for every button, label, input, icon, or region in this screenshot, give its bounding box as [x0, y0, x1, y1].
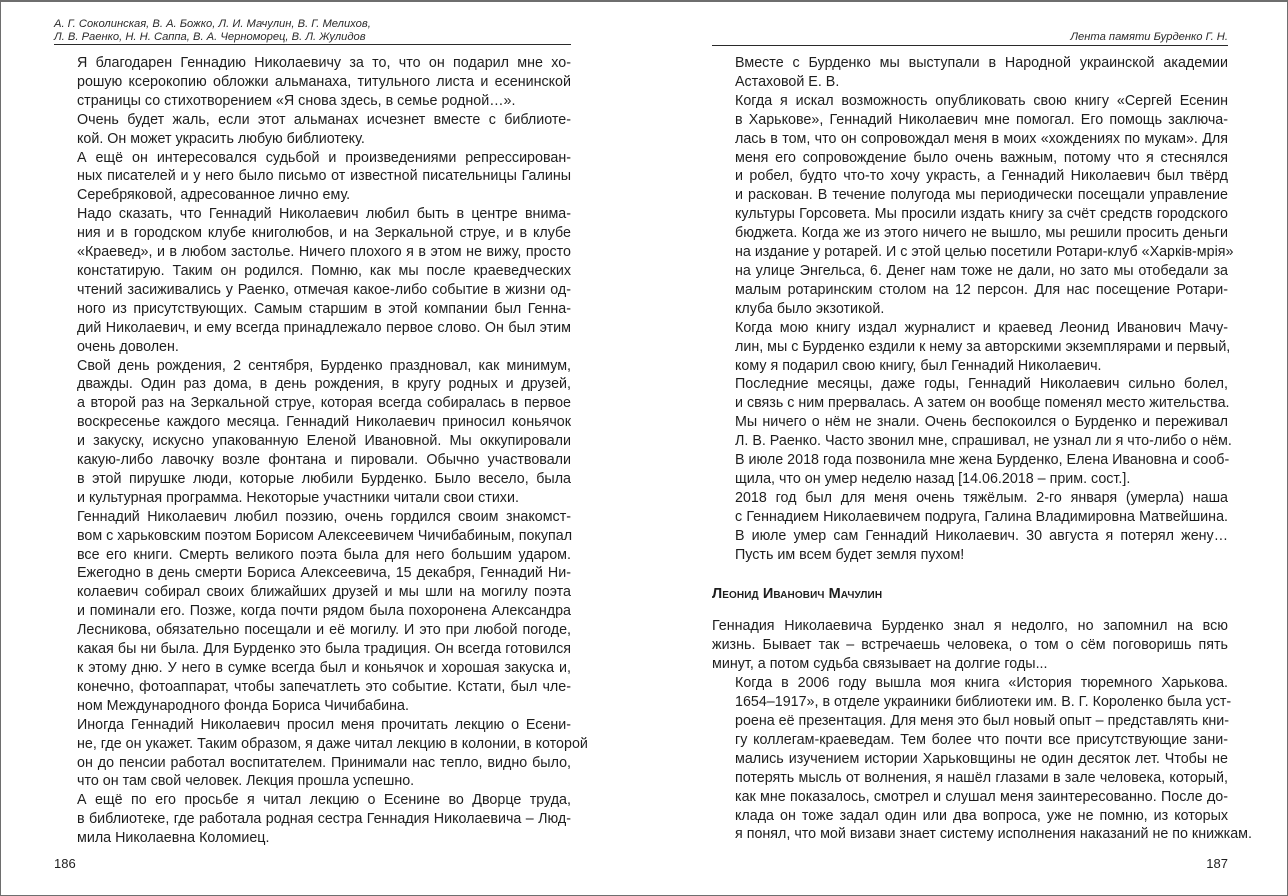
text-line: очень доволен. [77, 338, 179, 355]
text-line: роена её презентация. Для меня это был новый опыт – представлять кни- [735, 713, 1229, 729]
text-line: с Геннадием Николаевичем подруга, Галина Владимировна Матвейшина. [735, 508, 1228, 525]
paragraph [54, 111, 571, 149]
text-line: а второй раз на Зеркальной струе, которая всегда собиралась в первое [77, 395, 571, 412]
text-line: Астаховой Е. В. [735, 73, 840, 90]
text-line: А ещё по его просьбе я читал лекцию о Есенине во Дворце труда, [77, 792, 571, 809]
running-head-line-1: А. Г. Соколинская, В. А. Божко, Л. И. Мачулин, В. Г. Мелихов, [54, 18, 371, 30]
paragraph [712, 674, 1252, 844]
text-line: чтений засиживались у Раенко, отмечая какое-либо событие в жизни од- [77, 281, 571, 298]
text-line: дий Николаевич, и ему всегда принадлежало первое слово. Он был этим [77, 319, 571, 336]
page-number: 187 [1206, 856, 1228, 871]
text-line: Надо сказать, что Геннадий Николаевич любил быть в центре внима- [77, 206, 571, 223]
text-line: в библиотеке, где работала родная сестра Геннадия Николаевича – Люд- [77, 811, 571, 828]
text-line: к этому дню. У него в сумке всегда был и коньячок и хорошая закуска и, [77, 660, 571, 676]
text-line: констатирую. Таким он родился. Помню, как мы после краеведческих [77, 262, 571, 279]
right-body-text [712, 54, 1252, 844]
text-line: как мне показалось, смотрел и слушал меня заинтересованно. После до- [735, 788, 1228, 805]
text-line: что он там свой человек. Лекция прошла успешно. [77, 773, 415, 790]
text-line: он до пенсии работал воспитателем. Принимали нас тепло, видно было, [77, 754, 571, 771]
text-line: Ежегодно в день смерти Бориса Алексеевича, 15 декабря, Геннадий Ни- [77, 565, 571, 582]
text-line: Когда мою книгу издал журналист и краевед Леонид Иванович Мачу- [735, 319, 1228, 336]
right-page [712, 2, 1252, 895]
text-line: ния и в городском клубе книголюбов, и на Зеркальной струе, и в клубе [77, 225, 571, 242]
left-page [54, 2, 588, 895]
text-line: А ещё он интересовался судьбой и произведениями репрессирован- [77, 149, 571, 166]
text-line: Серебряковой, адресованное лично ему. [77, 187, 351, 204]
text-line: Вместе с Бурденко мы выступали в Народной украинской академии [735, 55, 1228, 71]
paragraph [54, 791, 571, 848]
paragraph [54, 357, 571, 508]
page-number: 186 [54, 856, 76, 871]
text-line: какая бы ни была. Для Бурденко это была традиция. Он всегда готовился [77, 641, 571, 658]
text-line: Когда в 2006 году вышла моя книга «История тюремного Харькова. [735, 675, 1228, 692]
text-line: кому я подарил свою книгу, был Геннадий Николаевич. [735, 357, 1102, 374]
text-line: на улице Энгельса, 6. Денег нам тоже не дали, но зато мы отобедали за [735, 262, 1228, 279]
paragraph [54, 54, 571, 111]
section-heading: Леонид Иванович Мачулин [712, 586, 883, 603]
text-line: Мы ничего о нём не знали. Очень беспокоился о Бурденко и переживал [735, 414, 1228, 431]
paragraph [54, 508, 571, 716]
text-line: страницы со стихотворением «Я снова здесь, в семье родной…». [77, 92, 516, 109]
text-line: и робел, будто что-то хочу украсть, а Геннадий Николаевич был твёрд [735, 168, 1228, 185]
text-line: мила Николаевна Коломиец. [77, 830, 270, 847]
text-line: ного из присутствующих. Самым старшим в этой компании был Генна- [77, 300, 571, 317]
text-line: Последние месяцы, даже годы, Геннадий Николаевич сильно болел, [735, 376, 1228, 393]
text-line: Я благодарен Геннадию Николаевичу за то, что он подарил мне хо- [77, 55, 571, 71]
text-line: и культурная программа. Некоторые участники читали свои стихи. [77, 489, 519, 506]
text-line: вом с харьковским поэтом Борисом Алексеевичем Чичибабиным, покупал [77, 527, 573, 544]
text-line: Свой день рождения, 2 сентября, Бурденко праздновал, как минимум, [77, 357, 571, 374]
running-head-title: Лента памяти Бурденко Г. Н. [712, 31, 1228, 46]
text-line: и раскован. В течение полугода мы периодически посещали управление [735, 187, 1228, 204]
text-line: ном Международного фонда Бориса Чичибабина. [77, 697, 409, 714]
text-line: щила, что он умер неделю назад [14.06.2018 – прим. сост.]. [735, 470, 1131, 487]
text-line: дважды. Один раз дома, в день рождения, в кругу родных и друзей, [77, 376, 571, 393]
text-line: Геннадий Николаевич любил поэзию, очень гордился своим знакомст- [77, 508, 571, 525]
text-line: Л. В. Раенко. Часто звонил мне, спрашивал, не узнал ли я что-либо о нём. [735, 433, 1232, 450]
running-head-line-2: Л. В. Раенко, Н. Н. Саппа, В. А. Черноморец, В. Л. Жулидов [54, 30, 366, 43]
text-line: на издание у ротарей. И с этой целью посетили Ротари-клуб «Харків-мрія» [735, 244, 1234, 261]
text-line: колаевич собирал своих ближайших друзей и мы шли на могилу поэта [77, 584, 571, 601]
text-line: «Краевед», и в любом застолье. Ничего плохого я в этом не вижу, просто [77, 244, 571, 261]
text-line: В июле 2018 года позвонила мне жена Бурденко, Елена Ивановна и сооб- [735, 452, 1230, 469]
paragraph [54, 205, 571, 356]
running-head-authors [54, 18, 571, 45]
text-line: в Харькове», Геннадий Николаевич мне помогал. Его помощь заключа- [735, 111, 1228, 128]
text-line: потерять мысль от волнения, я нашёл глазами в зале человека, который, [735, 769, 1228, 786]
text-line: лась в том, что он сопровождал меня в моих «хождениях по мукам». Для [735, 130, 1228, 147]
left-body-text [54, 54, 588, 848]
paragraph [712, 617, 1228, 674]
text-line: клуба было экзотикой. [735, 300, 885, 317]
text-line: В июле умер сам Геннадий Николаевич. 30 августа я потерял жену… [735, 527, 1228, 544]
text-line: бюджета. Когда же из этого ничего не вышло, мы решили просить деньги [735, 225, 1228, 242]
paragraph [712, 319, 1231, 376]
text-line: какую-либо лавочку возле фонтана и пировали. Обычно участвовали [77, 452, 571, 469]
text-line: Пусть им всем будет земля пухом! [735, 546, 965, 563]
text-line: в этой пирушке люди, которые любили Бурденко. Было весело, была [77, 470, 571, 487]
text-line: Когда я искал возможность опубликовать свою книгу «Сергей Есенин [735, 92, 1228, 109]
text-line: рошую ксерокопию обложки альманаха, титульного листа и есенинской [77, 73, 571, 90]
text-line: все его книги. Смерть великого поэта была для него большим ударом. [77, 546, 571, 563]
paragraph [54, 716, 588, 792]
text-line: Иногда Геннадий Николаевич просил меня прочитать лекцию о Есени- [77, 716, 571, 733]
text-line: не, где он укажет. Таким образом, я даже читал лекцию в колонии, в которой [77, 735, 588, 752]
text-line: лин, мы с Бурденко ездили к нему за авторскими экземплярами и первый, [735, 338, 1231, 355]
text-line: гу коллегам-краеведам. Тем более что почти все присутствующие зани- [735, 731, 1228, 748]
text-line: конечно, фотоаппарат, чтобы запечатлеть это событие. Кстати, был чле- [77, 678, 571, 695]
text-line: кой. Он может украсить любую библиотеку. [77, 130, 365, 147]
text-line: минут, а потом судьба связывает на долгие годы... [712, 656, 1048, 673]
paragraph [712, 92, 1234, 319]
text-line: меня его сопровождение было очень важным, потому что я стеснялся [735, 149, 1228, 166]
paragraph [712, 54, 1228, 92]
text-line: 1654–1917», в отделе украиники библиотеки им. В. Г. Короленко была уст- [735, 694, 1232, 711]
text-line: жизнь. Бывает так – встречаешь человека, о том о сём поговоришь пять [712, 637, 1228, 654]
text-line: Лесникова, обязательно посещали и её могилу. И это при любой погоде, [77, 622, 571, 639]
text-line: я понял, что мой визави знает систему исполнения наказаний не по книжкам. [735, 826, 1252, 843]
paragraph [712, 489, 1228, 565]
text-line: Геннадия Николаевича Бурденко знал я недолго, но запомнил на всю [712, 618, 1228, 635]
text-line: клада он тоже задал один или два вопроса, уже не помню, из которых [735, 807, 1228, 824]
text-line: и закуску, искусно упакованную Еленой Ивановной. Мы оккупировали [77, 433, 571, 450]
text-line: ных писателей и у него было письмо от известной писательницы Галины [77, 168, 571, 185]
text-line: Очень будет жаль, если этот альманах исчезнет вместе с библиоте- [77, 111, 571, 128]
text-line: и связь с ним прервалась. А затем он вообще поменял место жительства. [735, 395, 1230, 412]
text-line: воскресенье каждого месяца. Геннадий Николаевич приносил коньячок [77, 414, 571, 431]
paragraph [712, 375, 1232, 488]
text-line: малым ротаринским столом на 12 персон. Для нас посещение Ротари- [735, 281, 1228, 298]
text-line: культуры Горсовета. Мы просили издать книгу за счёт средств городского [735, 206, 1228, 223]
text-line: и поминали его. Позже, когда почти рядом была похоронена Александра [77, 603, 571, 620]
text-line: 2018 год был для меня очень тяжёлым. 2-го января (умерла) наша [735, 489, 1228, 506]
paragraph [54, 149, 571, 206]
text-line: мались изучением истории Харьковщины не один десяток лет. Чтобы не [735, 750, 1228, 767]
